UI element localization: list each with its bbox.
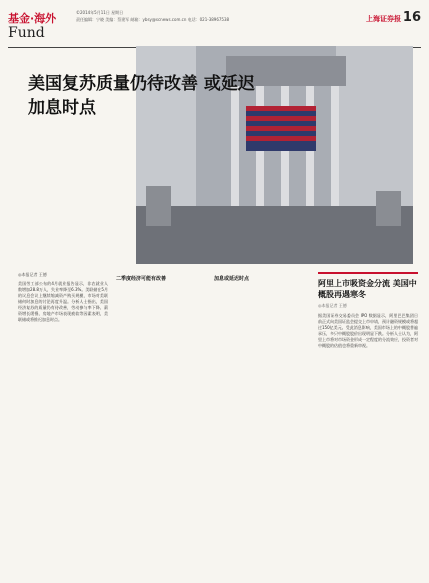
- subheading-1: 二季度经济可能有改善: [116, 276, 167, 282]
- side-article-body: 据美国证券交易委员会 IPO 数据显示，阿里巴巴集团日前正式向美国证监会提交上市申请，预计融资规模或将超过150亿美元。受此消息影响，美国市场上的中概股普遍承压，多只中概股股价出现明显下跌。分析人士认为，阿里上市将对市场资金形成一定程度的分流效应，投资者对中概股的估值也将重新审视。: [318, 313, 418, 348]
- paper-name: 上海证券报: [366, 15, 401, 23]
- masthead: [8, 8, 421, 48]
- byline: ◎本报记者 王德: [18, 272, 47, 277]
- meta-info: [76, 9, 229, 23]
- article-column-2: [116, 272, 206, 572]
- side-article-byline: ◎本报记者 王德: [318, 303, 347, 308]
- meta-date: ©2014年5月11日 星期日: [76, 10, 124, 15]
- article-body: 美国劳工部公布的4月就业报告显示，非农就业人数增加28.8万人，失业率降至6.3%。美联储在5月的议息会议上继续缩减资产购买规模，市场对美联储何时加息的讨论再度升温。分析人士指出，美国经济复苏的质量仍有待改善，劳动参与率下降、薪资增长缓慢、房地产市场表现疲软等因素表明，美联储或将推迟加息时点。: [18, 281, 108, 322]
- article-column-1: [18, 272, 108, 572]
- meta-editor: 责任编辑：宁晓 美编：蔡建军 邮箱：ybsy@scnews.com.cn 电话：021-38967538: [76, 17, 230, 22]
- side-article-title: 阿里上市吸资金分流 美国中概股再遇寒冬: [318, 279, 417, 299]
- article-column-3: [214, 272, 304, 572]
- headline: 美国复苏质量仍待改善 或延迟加息时点: [28, 74, 255, 118]
- subheading-2: 加息或延迟时点: [214, 276, 250, 282]
- section-label: 基金·海外: [8, 12, 57, 25]
- side-article: [318, 272, 418, 572]
- page-number: 16: [402, 10, 421, 25]
- section-label-en: Fund: [8, 25, 45, 41]
